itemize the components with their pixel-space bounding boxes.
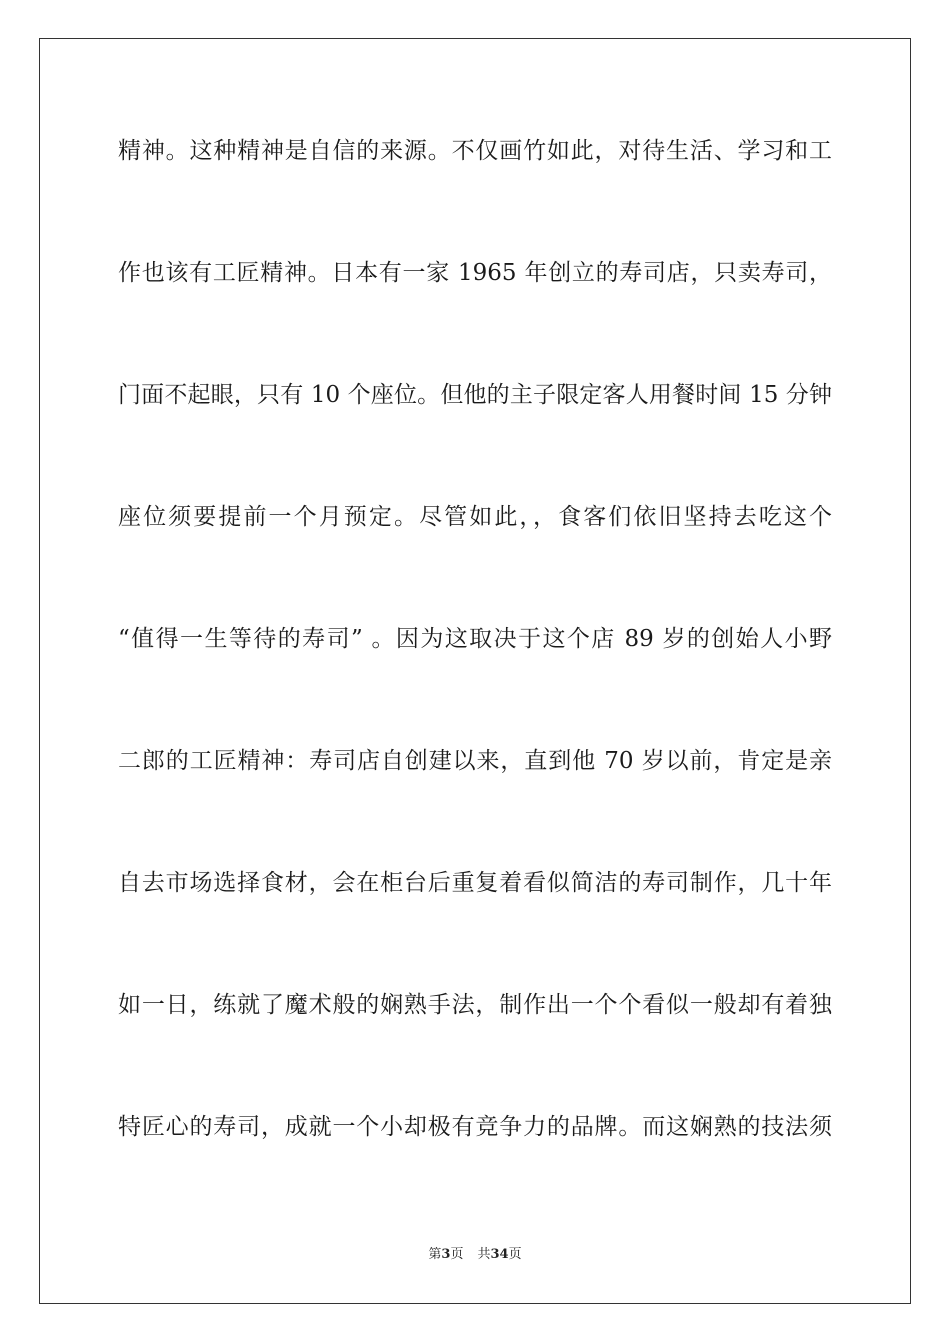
body-text-line-2: 作也该有工匠精神。日本有一家 1965 年创立的寿司店，只卖寿司， [118, 260, 832, 286]
footer-page-prefix: 第 [428, 1247, 442, 1262]
body-text-line-3: 门面不起眼，只有 10 个座位。但他的主子限定客人用餐时间 15 分钟 [118, 382, 832, 408]
footer-page-number: 3 [441, 1247, 451, 1262]
footer-total-prefix: 共 [477, 1247, 491, 1262]
body-text-line-5: “值得一生等待的寿司” 。因为这取决于这个店 89 岁的创始人小野 [118, 626, 832, 652]
body-text-line-4: 座位须要提前一个月预定。尽管如此，，食客们依旧坚持去吃这个 [118, 504, 832, 530]
body-text-line-8: 如一日，练就了魔术般的娴熟手法，制作出一个个看似一般却有着独 [118, 992, 832, 1018]
body-text-line-9: 特匠心的寿司，成就一个小却极有竞争力的品牌。而这娴熟的技法须 [118, 1114, 832, 1140]
body-text-line-7: 自去市场选择食材，会在柜台后重复着看似简洁的寿司制作，几十年 [118, 870, 832, 896]
footer-page-suffix: 页 [450, 1247, 464, 1262]
body-text-line-1: 精神。这种精神是自信的来源。不仅画竹如此，对待生活、学习和工 [118, 138, 832, 164]
footer-total-suffix: 页 [508, 1247, 522, 1262]
body-text-line-6: 二郎的工匠精神：寿司店自创建以来，直到他 70 岁以前，肯定是亲 [118, 748, 832, 774]
footer-total-pages: 34 [490, 1247, 509, 1262]
page-footer [0, 1245, 950, 1265]
